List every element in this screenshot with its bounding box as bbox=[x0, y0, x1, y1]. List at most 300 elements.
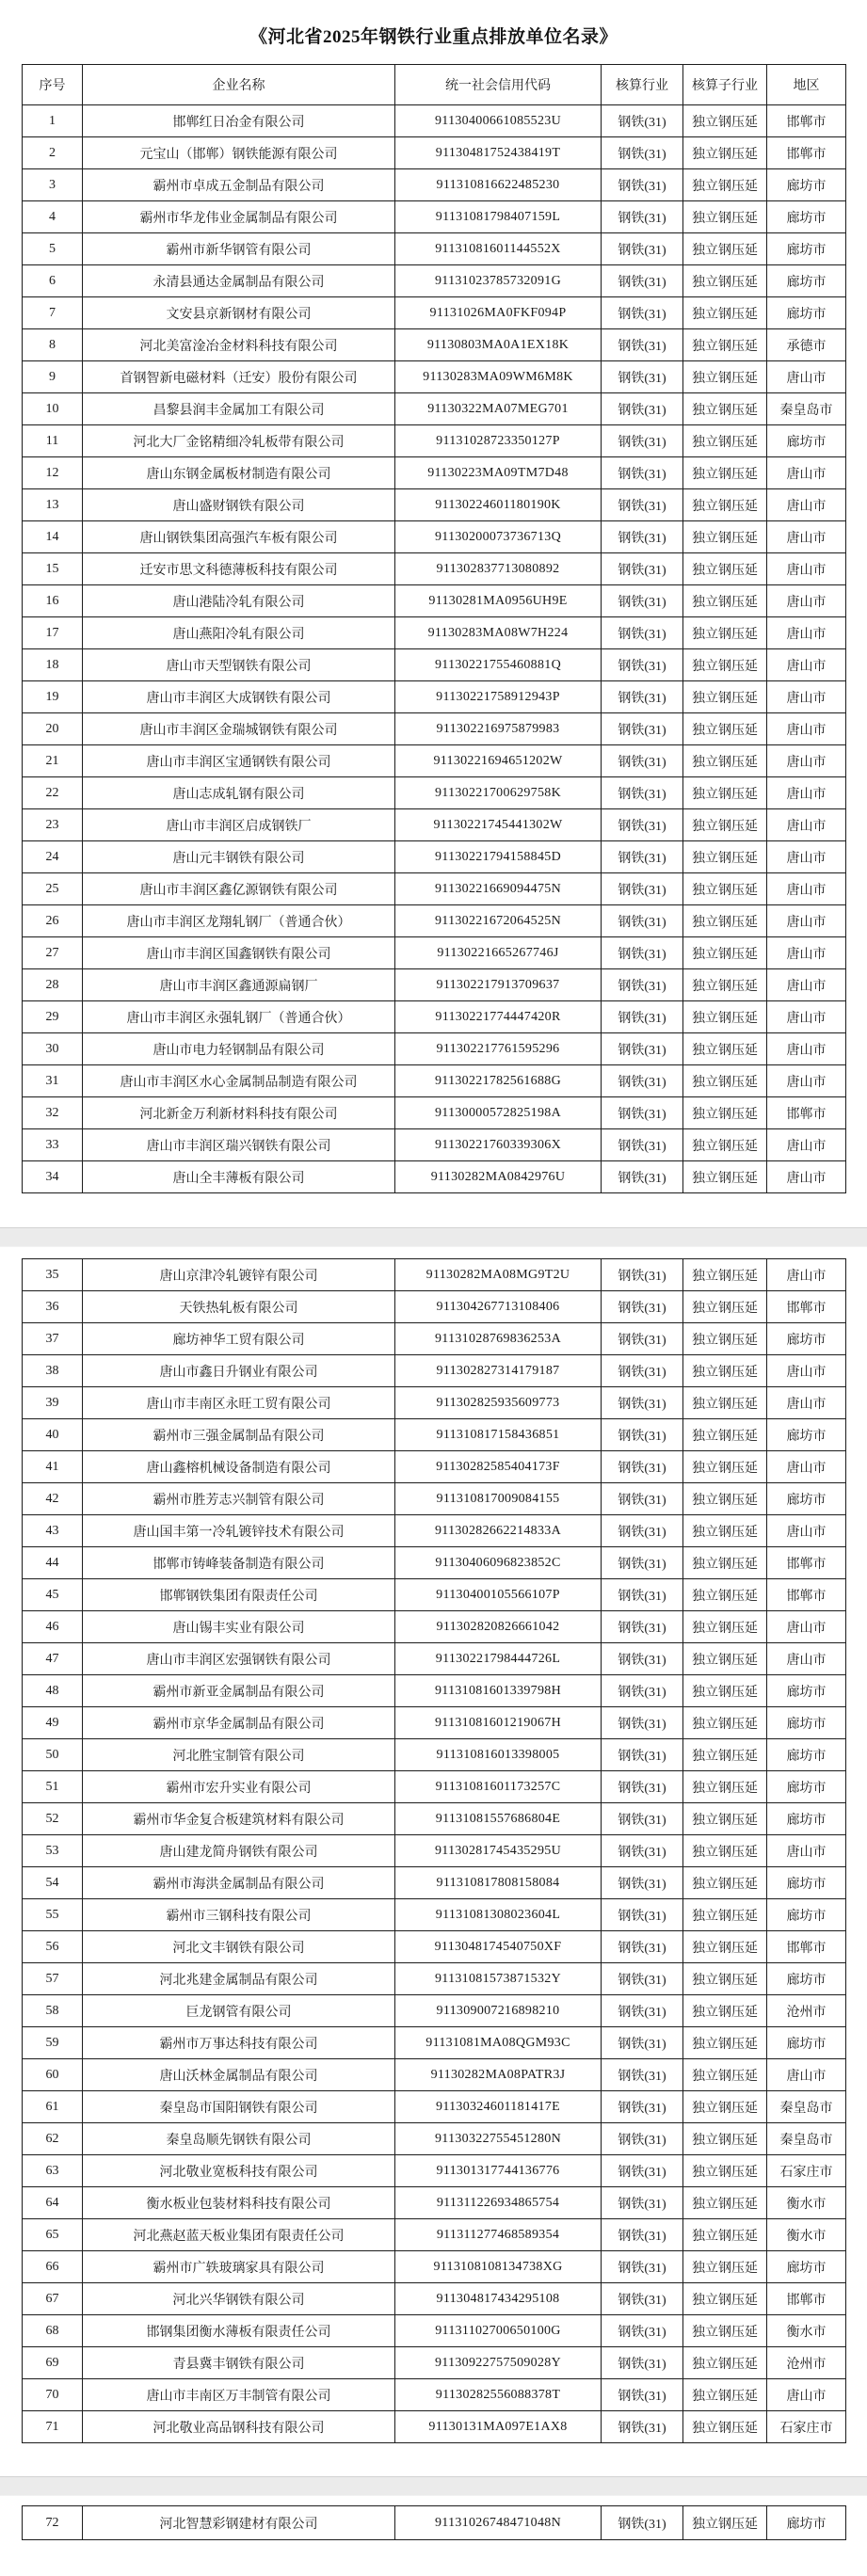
credit-code-cell: 91131023785732091G bbox=[395, 265, 602, 297]
industry-cell: 钢铁(31) bbox=[602, 1259, 683, 1291]
sub-industry-cell: 独立钢压延 bbox=[683, 1161, 767, 1193]
table-row bbox=[23, 2059, 846, 2091]
region-cell: 廊坊市 bbox=[767, 1323, 846, 1355]
row-number-cell: 60 bbox=[23, 2059, 83, 2091]
company-name-cell: 唐山鑫榕机械设备制造有限公司 bbox=[83, 1451, 395, 1483]
industry-cell: 钢铁(31) bbox=[602, 2411, 683, 2443]
table-row bbox=[23, 2411, 846, 2443]
row-number-cell: 38 bbox=[23, 1355, 83, 1387]
company-name-cell: 河北燕赵蓝天板业集团有限责任公司 bbox=[83, 2219, 395, 2251]
region-cell: 唐山市 bbox=[767, 1065, 846, 1097]
region-cell: 唐山市 bbox=[767, 489, 846, 521]
region-cell: 唐山市 bbox=[767, 457, 846, 489]
table-row bbox=[23, 841, 846, 873]
table-row bbox=[23, 617, 846, 649]
region-cell: 唐山市 bbox=[767, 585, 846, 617]
region-cell: 石家庄市 bbox=[767, 2155, 846, 2187]
industry-cell: 钢铁(31) bbox=[602, 1323, 683, 1355]
region-cell: 唐山市 bbox=[767, 1033, 846, 1065]
credit-code-cell: 91131081308023604L bbox=[395, 1899, 602, 1931]
table-row bbox=[23, 681, 846, 713]
industry-cell: 钢铁(31) bbox=[602, 1931, 683, 1963]
credit-code-cell: 91130281745435295U bbox=[395, 1835, 602, 1867]
region-cell: 廊坊市 bbox=[767, 1483, 846, 1515]
credit-code-cell: 91131081573871532Y bbox=[395, 1963, 602, 1995]
row-number-cell: 65 bbox=[23, 2219, 83, 2251]
industry-cell: 钢铁(31) bbox=[602, 2506, 683, 2540]
table-header bbox=[23, 65, 846, 105]
region-cell: 唐山市 bbox=[767, 1259, 846, 1291]
company-name-cell: 唐山港陆冷轧有限公司 bbox=[83, 585, 395, 617]
region-cell: 衡水市 bbox=[767, 2187, 846, 2219]
industry-cell: 钢铁(31) bbox=[602, 777, 683, 809]
table-row bbox=[23, 873, 846, 905]
company-name-cell: 邯郸市铸峰装备制造有限公司 bbox=[83, 1547, 395, 1579]
credit-code-cell: 911310817009084155 bbox=[395, 1483, 602, 1515]
sub-industry-cell: 独立钢压延 bbox=[683, 1291, 767, 1323]
table-row bbox=[23, 2187, 846, 2219]
company-table-page-2 bbox=[22, 1258, 846, 2443]
region-cell: 唐山市 bbox=[767, 2059, 846, 2091]
company-name-cell: 河北美富淦冶金材料科技有限公司 bbox=[83, 329, 395, 361]
credit-code-cell: 911304267713108406 bbox=[395, 1291, 602, 1323]
sub-industry-cell: 独立钢压延 bbox=[683, 393, 767, 425]
industry-cell: 钢铁(31) bbox=[602, 1355, 683, 1387]
sub-industry-cell: 独立钢压延 bbox=[683, 1323, 767, 1355]
credit-code-cell: 911302820826661042 bbox=[395, 1611, 602, 1643]
industry-cell: 钢铁(31) bbox=[602, 1515, 683, 1547]
sub-industry-cell: 独立钢压延 bbox=[683, 2187, 767, 2219]
credit-code-cell: 911311277468589354 bbox=[395, 2219, 602, 2251]
row-number-cell: 67 bbox=[23, 2283, 83, 2315]
region-cell: 秦皇岛市 bbox=[767, 2091, 846, 2123]
region-cell: 邯郸市 bbox=[767, 2283, 846, 2315]
row-number-cell: 50 bbox=[23, 1739, 83, 1771]
sub-industry-cell: 独立钢压延 bbox=[683, 1771, 767, 1803]
credit-code-cell: 911302217913709637 bbox=[395, 969, 602, 1001]
table-body-page-3 bbox=[23, 2506, 846, 2540]
table-row bbox=[23, 1515, 846, 1547]
industry-cell: 钢铁(31) bbox=[602, 969, 683, 1001]
sub-industry-cell: 独立钢压延 bbox=[683, 1515, 767, 1547]
industry-cell: 钢铁(31) bbox=[602, 1547, 683, 1579]
row-number-cell: 45 bbox=[23, 1579, 83, 1611]
region-cell: 唐山市 bbox=[767, 809, 846, 841]
credit-code-cell: 91131102700650100G bbox=[395, 2315, 602, 2347]
sub-industry-cell: 独立钢压延 bbox=[683, 1675, 767, 1707]
region-cell: 沧州市 bbox=[767, 2347, 846, 2379]
sub-industry-cell: 独立钢压延 bbox=[683, 521, 767, 553]
sub-industry-cell: 独立钢压延 bbox=[683, 2283, 767, 2315]
row-number-cell: 26 bbox=[23, 905, 83, 937]
sub-industry-cell: 独立钢压延 bbox=[683, 1899, 767, 1931]
sub-industry-cell: 独立钢压延 bbox=[683, 1387, 767, 1419]
company-name-cell: 唐山市丰润区启成钢铁厂 bbox=[83, 809, 395, 841]
sub-industry-cell: 独立钢压延 bbox=[683, 1419, 767, 1451]
table-row bbox=[23, 2027, 846, 2059]
region-cell: 唐山市 bbox=[767, 841, 846, 873]
sub-industry-cell: 独立钢压延 bbox=[683, 201, 767, 233]
row-number-cell: 52 bbox=[23, 1803, 83, 1835]
industry-cell: 钢铁(31) bbox=[602, 233, 683, 265]
sub-industry-cell: 独立钢压延 bbox=[683, 681, 767, 713]
company-name-cell: 青县冀丰钢铁有限公司 bbox=[83, 2347, 395, 2379]
industry-cell: 钢铁(31) bbox=[602, 1001, 683, 1033]
region-cell: 廊坊市 bbox=[767, 1675, 846, 1707]
company-name-cell: 秦皇岛市国阳钢铁有限公司 bbox=[83, 2091, 395, 2123]
company-name-cell: 河北文丰钢铁有限公司 bbox=[83, 1931, 395, 1963]
company-name-cell: 元宝山（邯郸）钢铁能源有限公司 bbox=[83, 137, 395, 169]
sub-industry-cell: 独立钢压延 bbox=[683, 265, 767, 297]
table-row bbox=[23, 2379, 846, 2411]
sub-industry-cell: 独立钢压延 bbox=[683, 2155, 767, 2187]
row-number-cell: 62 bbox=[23, 2123, 83, 2155]
sub-industry-cell: 独立钢压延 bbox=[683, 457, 767, 489]
row-number-cell: 46 bbox=[23, 1611, 83, 1643]
company-name-cell: 唐山市丰润区宝通钢铁有限公司 bbox=[83, 745, 395, 777]
table-row bbox=[23, 1963, 846, 1995]
region-cell: 邯郸市 bbox=[767, 105, 846, 137]
table-row bbox=[23, 1161, 846, 1193]
row-number-cell: 22 bbox=[23, 777, 83, 809]
sub-industry-cell: 独立钢压延 bbox=[683, 2315, 767, 2347]
industry-cell: 钢铁(31) bbox=[602, 1419, 683, 1451]
industry-cell: 钢铁(31) bbox=[602, 2379, 683, 2411]
sub-industry-cell: 独立钢压延 bbox=[683, 873, 767, 905]
table-row bbox=[23, 457, 846, 489]
sub-industry-cell: 独立钢压延 bbox=[683, 2251, 767, 2283]
industry-cell: 钢铁(31) bbox=[602, 2219, 683, 2251]
row-number-cell: 49 bbox=[23, 1707, 83, 1739]
row-number-cell: 64 bbox=[23, 2187, 83, 2219]
industry-cell: 钢铁(31) bbox=[602, 873, 683, 905]
company-name-cell: 唐山建龙简舟钢铁有限公司 bbox=[83, 1835, 395, 1867]
credit-code-cell: 91130221700629758K bbox=[395, 777, 602, 809]
page-break-divider bbox=[0, 1227, 867, 1247]
company-name-cell: 霸州市三钢科技有限公司 bbox=[83, 1899, 395, 1931]
row-number-cell: 4 bbox=[23, 201, 83, 233]
industry-cell: 钢铁(31) bbox=[602, 1387, 683, 1419]
region-cell: 廊坊市 bbox=[767, 1707, 846, 1739]
row-number-cell: 58 bbox=[23, 1995, 83, 2027]
sub-industry-cell: 独立钢压延 bbox=[683, 2347, 767, 2379]
industry-cell: 钢铁(31) bbox=[602, 297, 683, 329]
sub-industry-cell: 独立钢压延 bbox=[683, 1001, 767, 1033]
table-row bbox=[23, 1739, 846, 1771]
table-row bbox=[23, 2251, 846, 2283]
industry-cell: 钢铁(31) bbox=[602, 1579, 683, 1611]
column-header: 核算子行业 bbox=[683, 65, 767, 105]
region-cell: 唐山市 bbox=[767, 713, 846, 745]
row-number-cell: 36 bbox=[23, 1291, 83, 1323]
company-name-cell: 霸州市华龙伟业金属制品有限公司 bbox=[83, 201, 395, 233]
sub-industry-cell: 独立钢压延 bbox=[683, 1129, 767, 1161]
industry-cell: 钢铁(31) bbox=[602, 1995, 683, 2027]
industry-cell: 钢铁(31) bbox=[602, 1291, 683, 1323]
industry-cell: 钢铁(31) bbox=[602, 585, 683, 617]
credit-code-cell: 91130131MA097E1AX8 bbox=[395, 2411, 602, 2443]
credit-code-cell: 91130000572825198A bbox=[395, 1097, 602, 1129]
industry-cell: 钢铁(31) bbox=[602, 1451, 683, 1483]
credit-code-cell: 911302837713080892 bbox=[395, 553, 602, 585]
company-name-cell: 邯钢集团衡水薄板有限责任公司 bbox=[83, 2315, 395, 2347]
sub-industry-cell: 独立钢压延 bbox=[683, 745, 767, 777]
sub-industry-cell: 独立钢压延 bbox=[683, 361, 767, 393]
region-cell: 承德市 bbox=[767, 329, 846, 361]
sub-industry-cell: 独立钢压延 bbox=[683, 1483, 767, 1515]
industry-cell: 钢铁(31) bbox=[602, 681, 683, 713]
region-cell: 唐山市 bbox=[767, 649, 846, 681]
region-cell: 邯郸市 bbox=[767, 1291, 846, 1323]
table-row bbox=[23, 649, 846, 681]
table-row bbox=[23, 1451, 846, 1483]
credit-code-cell: 91130281MA0956UH9E bbox=[395, 585, 602, 617]
industry-cell: 钢铁(31) bbox=[602, 649, 683, 681]
company-name-cell: 唐山沃林金属制品有限公司 bbox=[83, 2059, 395, 2091]
table-row bbox=[23, 2283, 846, 2315]
industry-cell: 钢铁(31) bbox=[602, 2315, 683, 2347]
company-name-cell: 河北敬业宽板科技有限公司 bbox=[83, 2155, 395, 2187]
table-row bbox=[23, 1579, 846, 1611]
row-number-cell: 23 bbox=[23, 809, 83, 841]
region-cell: 廊坊市 bbox=[767, 425, 846, 457]
row-number-cell: 14 bbox=[23, 521, 83, 553]
region-cell: 唐山市 bbox=[767, 1355, 846, 1387]
row-number-cell: 44 bbox=[23, 1547, 83, 1579]
credit-code-cell: 91131081601219067H bbox=[395, 1707, 602, 1739]
region-cell: 唐山市 bbox=[767, 969, 846, 1001]
region-cell: 唐山市 bbox=[767, 1835, 846, 1867]
sub-industry-cell: 独立钢压延 bbox=[683, 1547, 767, 1579]
region-cell: 唐山市 bbox=[767, 1001, 846, 1033]
company-name-cell: 唐山燕阳冷轧有限公司 bbox=[83, 617, 395, 649]
region-cell: 邯郸市 bbox=[767, 1547, 846, 1579]
industry-cell: 钢铁(31) bbox=[602, 1771, 683, 1803]
sub-industry-cell: 独立钢压延 bbox=[683, 649, 767, 681]
sub-industry-cell: 独立钢压延 bbox=[683, 1579, 767, 1611]
industry-cell: 钢铁(31) bbox=[602, 169, 683, 201]
row-number-cell: 37 bbox=[23, 1323, 83, 1355]
table-row bbox=[23, 1995, 846, 2027]
region-cell: 唐山市 bbox=[767, 521, 846, 553]
sub-industry-cell: 独立钢压延 bbox=[683, 1033, 767, 1065]
company-name-cell: 巨龙钢管有限公司 bbox=[83, 1995, 395, 2027]
table-row bbox=[23, 2091, 846, 2123]
credit-code-cell: 91130221694651202W bbox=[395, 745, 602, 777]
table-row bbox=[23, 233, 846, 265]
table-row bbox=[23, 265, 846, 297]
industry-cell: 钢铁(31) bbox=[602, 393, 683, 425]
row-number-cell: 42 bbox=[23, 1483, 83, 1515]
table-row bbox=[23, 1259, 846, 1291]
region-cell: 唐山市 bbox=[767, 553, 846, 585]
region-cell: 唐山市 bbox=[767, 1161, 846, 1193]
region-cell: 唐山市 bbox=[767, 1129, 846, 1161]
industry-cell: 钢铁(31) bbox=[602, 265, 683, 297]
credit-code-cell: 9113108108134738XG bbox=[395, 2251, 602, 2283]
credit-code-cell: 91131081557686804E bbox=[395, 1803, 602, 1835]
region-cell: 邯郸市 bbox=[767, 1579, 846, 1611]
table-row bbox=[23, 937, 846, 969]
region-cell: 唐山市 bbox=[767, 1611, 846, 1643]
column-header: 核算行业 bbox=[602, 65, 683, 105]
region-cell: 唐山市 bbox=[767, 681, 846, 713]
sub-industry-cell: 独立钢压延 bbox=[683, 1643, 767, 1675]
credit-code-cell: 91130481752438419T bbox=[395, 137, 602, 169]
industry-cell: 钢铁(31) bbox=[602, 745, 683, 777]
sub-industry-cell: 独立钢压延 bbox=[683, 2091, 767, 2123]
sub-industry-cell: 独立钢压延 bbox=[683, 841, 767, 873]
region-cell: 唐山市 bbox=[767, 905, 846, 937]
table-body-page-1 bbox=[23, 105, 846, 1193]
sub-industry-cell: 独立钢压延 bbox=[683, 2379, 767, 2411]
sub-industry-cell: 独立钢压延 bbox=[683, 937, 767, 969]
company-name-cell: 唐山国丰第一冷轧镀锌技术有限公司 bbox=[83, 1515, 395, 1547]
table-row bbox=[23, 553, 846, 585]
industry-cell: 钢铁(31) bbox=[602, 137, 683, 169]
company-name-cell: 河北兴华钢铁有限公司 bbox=[83, 2283, 395, 2315]
table-row bbox=[23, 1387, 846, 1419]
row-number-cell: 47 bbox=[23, 1643, 83, 1675]
table-row bbox=[23, 1483, 846, 1515]
table-row bbox=[23, 2315, 846, 2347]
row-number-cell: 56 bbox=[23, 1931, 83, 1963]
company-name-cell: 河北敬业高品钢科技有限公司 bbox=[83, 2411, 395, 2443]
company-name-cell: 霸州市新华钢管有限公司 bbox=[83, 233, 395, 265]
sub-industry-cell: 独立钢压延 bbox=[683, 809, 767, 841]
row-number-cell: 51 bbox=[23, 1771, 83, 1803]
row-number-cell: 68 bbox=[23, 2315, 83, 2347]
credit-code-cell: 91130282556088378T bbox=[395, 2379, 602, 2411]
table-row bbox=[23, 969, 846, 1001]
industry-cell: 钢铁(31) bbox=[602, 905, 683, 937]
company-name-cell: 唐山市丰润区永强轧钢厂（普通合伙） bbox=[83, 1001, 395, 1033]
credit-code-cell: 91130283MA08W7H224 bbox=[395, 617, 602, 649]
credit-code-cell: 91130221798444726L bbox=[395, 1643, 602, 1675]
region-cell: 邯郸市 bbox=[767, 1097, 846, 1129]
region-cell: 唐山市 bbox=[767, 777, 846, 809]
company-name-cell: 河北智慧彩钢建材有限公司 bbox=[83, 2506, 395, 2540]
sub-industry-cell: 独立钢压延 bbox=[683, 233, 767, 265]
row-number-cell: 24 bbox=[23, 841, 83, 873]
table-row bbox=[23, 329, 846, 361]
row-number-cell: 32 bbox=[23, 1097, 83, 1129]
sub-industry-cell: 独立钢压延 bbox=[683, 2059, 767, 2091]
row-number-cell: 72 bbox=[23, 2506, 83, 2540]
row-number-cell: 48 bbox=[23, 1675, 83, 1707]
sub-industry-cell: 独立钢压延 bbox=[683, 1963, 767, 1995]
credit-code-cell: 91130324601181417E bbox=[395, 2091, 602, 2123]
region-cell: 衡水市 bbox=[767, 2315, 846, 2347]
company-name-cell: 邯郸红日冶金有限公司 bbox=[83, 105, 395, 137]
sub-industry-cell: 独立钢压延 bbox=[683, 553, 767, 585]
credit-code-cell: 91130221755460881Q bbox=[395, 649, 602, 681]
region-cell: 石家庄市 bbox=[767, 2411, 846, 2443]
region-cell: 廊坊市 bbox=[767, 2251, 846, 2283]
region-cell: 邯郸市 bbox=[767, 137, 846, 169]
industry-cell: 钢铁(31) bbox=[602, 1963, 683, 1995]
industry-cell: 钢铁(31) bbox=[602, 2187, 683, 2219]
company-name-cell: 唐山市丰润区鑫通源扁钢厂 bbox=[83, 969, 395, 1001]
row-number-cell: 20 bbox=[23, 713, 83, 745]
credit-code-cell: 911302827314179187 bbox=[395, 1355, 602, 1387]
industry-cell: 钢铁(31) bbox=[602, 1867, 683, 1899]
table-row bbox=[23, 169, 846, 201]
company-table-page-1 bbox=[22, 64, 846, 1193]
row-number-cell: 29 bbox=[23, 1001, 83, 1033]
table-row bbox=[23, 1291, 846, 1323]
sub-industry-cell: 独立钢压延 bbox=[683, 425, 767, 457]
column-header: 统一社会信用代码 bbox=[395, 65, 602, 105]
row-number-cell: 61 bbox=[23, 2091, 83, 2123]
credit-code-cell: 91131081601173257C bbox=[395, 1771, 602, 1803]
sub-industry-cell: 独立钢压延 bbox=[683, 2411, 767, 2443]
industry-cell: 钢铁(31) bbox=[602, 105, 683, 137]
credit-code-cell: 911310817808158084 bbox=[395, 1867, 602, 1899]
region-cell: 廊坊市 bbox=[767, 1739, 846, 1771]
row-number-cell: 63 bbox=[23, 2155, 83, 2187]
industry-cell: 钢铁(31) bbox=[602, 1803, 683, 1835]
table-row bbox=[23, 361, 846, 393]
table-row bbox=[23, 777, 846, 809]
industry-cell: 钢铁(31) bbox=[602, 841, 683, 873]
sub-industry-cell: 独立钢压延 bbox=[683, 905, 767, 937]
company-name-cell: 唐山钢铁集团高强汽车板有限公司 bbox=[83, 521, 395, 553]
row-number-cell: 31 bbox=[23, 1065, 83, 1097]
row-number-cell: 53 bbox=[23, 1835, 83, 1867]
company-name-cell: 昌黎县润丰金属加工有限公司 bbox=[83, 393, 395, 425]
table-row bbox=[23, 745, 846, 777]
header-row bbox=[23, 65, 846, 105]
region-cell: 沧州市 bbox=[767, 1995, 846, 2027]
credit-code-cell: 91130221758912943P bbox=[395, 681, 602, 713]
page-title: 《河北省2025年钢铁行业重点排放单位名录》 bbox=[249, 27, 618, 47]
company-name-cell: 唐山元丰钢铁有限公司 bbox=[83, 841, 395, 873]
row-number-cell: 33 bbox=[23, 1129, 83, 1161]
region-cell: 廊坊市 bbox=[767, 1963, 846, 1995]
company-name-cell: 唐山市天型钢铁有限公司 bbox=[83, 649, 395, 681]
credit-code-cell: 91130282MA08MG9T2U bbox=[395, 1259, 602, 1291]
row-number-cell: 16 bbox=[23, 585, 83, 617]
region-cell: 唐山市 bbox=[767, 873, 846, 905]
table-row bbox=[23, 1065, 846, 1097]
industry-cell: 钢铁(31) bbox=[602, 361, 683, 393]
sub-industry-cell: 独立钢压延 bbox=[683, 297, 767, 329]
row-number-cell: 70 bbox=[23, 2379, 83, 2411]
table-row bbox=[23, 1129, 846, 1161]
table-row bbox=[23, 1867, 846, 1899]
industry-cell: 钢铁(31) bbox=[602, 1065, 683, 1097]
sub-industry-cell: 独立钢压延 bbox=[683, 1451, 767, 1483]
row-number-cell: 15 bbox=[23, 553, 83, 585]
row-number-cell: 41 bbox=[23, 1451, 83, 1483]
region-cell: 廊坊市 bbox=[767, 233, 846, 265]
row-number-cell: 25 bbox=[23, 873, 83, 905]
industry-cell: 钢铁(31) bbox=[602, 1033, 683, 1065]
company-name-cell: 霸州市海洪金属制品有限公司 bbox=[83, 1867, 395, 1899]
credit-code-cell: 9113048174540750XF bbox=[395, 1931, 602, 1963]
region-cell: 廊坊市 bbox=[767, 169, 846, 201]
credit-code-cell: 911310816013398005 bbox=[395, 1739, 602, 1771]
company-name-cell: 霸州市万事达科技有限公司 bbox=[83, 2027, 395, 2059]
industry-cell: 钢铁(31) bbox=[602, 329, 683, 361]
credit-code-cell: 91130400105566107P bbox=[395, 1579, 602, 1611]
row-number-cell: 54 bbox=[23, 1867, 83, 1899]
company-name-cell: 唐山盛财钢铁有限公司 bbox=[83, 489, 395, 521]
company-name-cell: 唐山志成轧钢有限公司 bbox=[83, 777, 395, 809]
industry-cell: 钢铁(31) bbox=[602, 489, 683, 521]
industry-cell: 钢铁(31) bbox=[602, 201, 683, 233]
